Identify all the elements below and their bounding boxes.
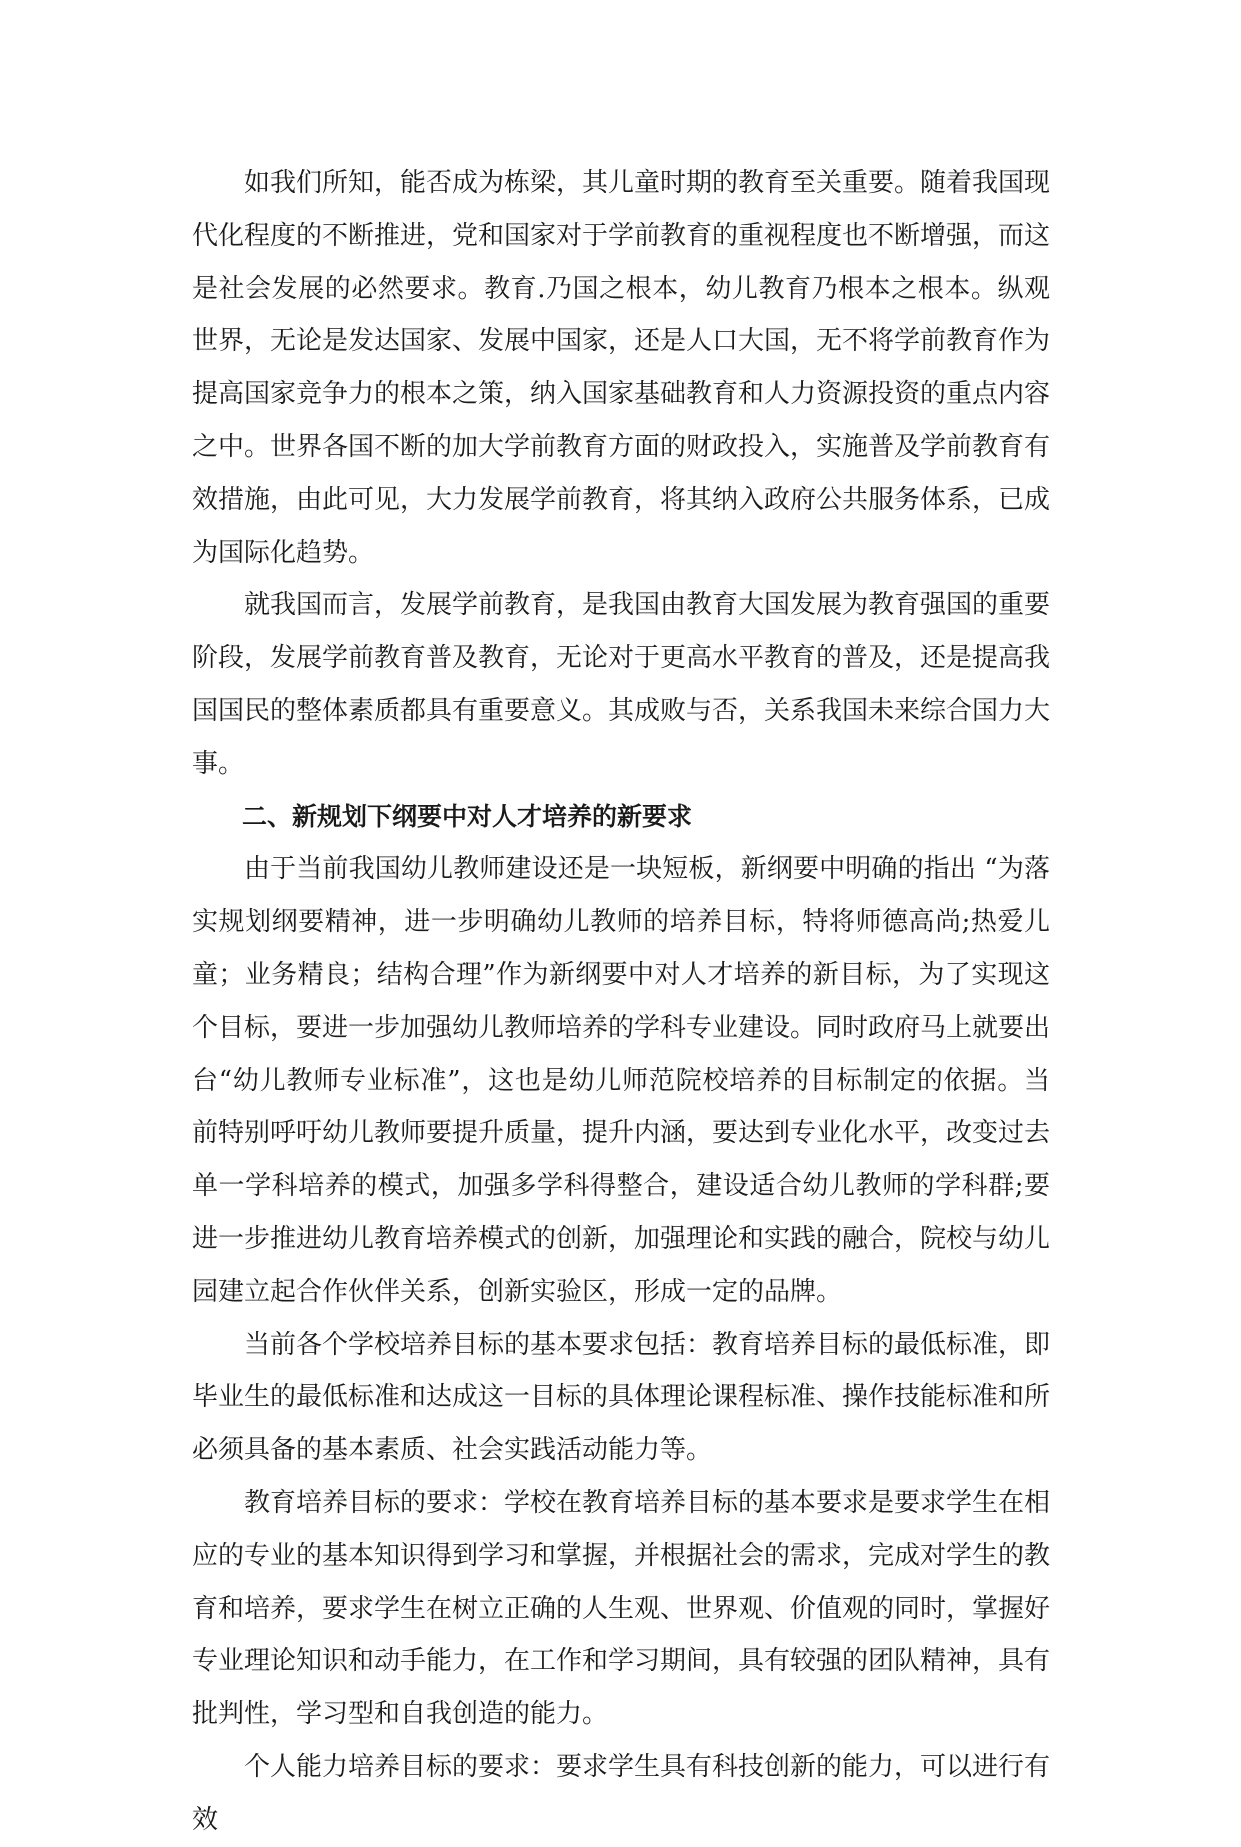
paragraph-national-perspective: 就我国而言，发展学前教育，是我国由教育大国发展为教育强国的重要阶段，发展学前教育普及教育，无论对于更高水平教育的普及，还是提高我国国民的整体素质都具有重要意义。其成败与否，关系我国未来综合国力大事。 xyxy=(192,590,1051,779)
paragraph-school-basic-requirements: 当前各个学校培养目标的基本要求包括：教育培养目标的最低标准，即毕业生的最低标准和达成这一目标的具体理论课程标准、操作技能标准和所必须具备的基本素质、社会实践活动能力等。 xyxy=(192,1329,1051,1466)
paragraph-education-goal-requirements: 教育培养目标的要求：学校在教育培养目标的基本要求是要求学生在相应的专业的基本知识得到学习和掌握，并根据社会的需求，完成对学生的教育和培养，要求学生在树立正确的人生观、世界观、价值观的同时，掌握好专业理论知识和动手能力，在工作和学习期间，具有较强的团队精神，具有批判性，学习型和自我创造的能力。 xyxy=(192,1487,1051,1730)
section-heading: 二、新规划下纲要中对人才培养的新要求 xyxy=(242,801,693,831)
paragraph-new-talent-goals: 由于当前我国幼儿教师建设还是一块短板，新纲要中明确的指出 “为落实规划纲要精神，进一步明确幼儿教师的培养目标，特将师德高尚;热爱儿童；业务精良；结构合理”作为新纲要中对人才培养的新目标，为了实现这个目标，要进一步加强幼儿教师培养的学科专业建设。同时政府马上就要出台“幼儿教师专业标准”，这也是幼儿师范院校培养的目标制定的依据。当前特别呼吁幼儿教师要提升质量，提升内涵，要达到专业化水平，改变过去单一学科培养的模式，加强多学科得整合，建设适合幼儿教师的学科群;要进一步推进幼儿教育培养模式的创新，加强理论和实践的融合，院校与幼儿园建立起合作伙伴关系，创新实验区，形成一定的品牌。 xyxy=(192,854,1051,1307)
document-page xyxy=(192,157,1050,1847)
paragraph-personal-ability-requirements: 个人能力培养目标的要求：要求学生具有科技创新的能力，可以进行有效 xyxy=(192,1751,1051,1835)
paragraph-importance-of-early-education: 如我们所知，能否成为栋梁，其儿童时期的教育至关重要。随着我国现代化程度的不断推进，党和国家对于学前教育的重视程度也不断增强，而这是社会发展的必然要求。教育.乃国之根本，幼儿教育乃根本之根本。纵观世界，无论是发达国家、发展中国家，还是人口大国，无不将学前教育作为提高国家竞争力的根本之策，纳入国家基础教育和人力资源投资的重点内容之中。世界各国不断的加大学前教育方面的财政投入，实施普及学前教育有效措施，由此可见，大力发展学前教育，将其纳入政府公共服务体系，已成为国际化趋势。 xyxy=(192,168,1051,568)
